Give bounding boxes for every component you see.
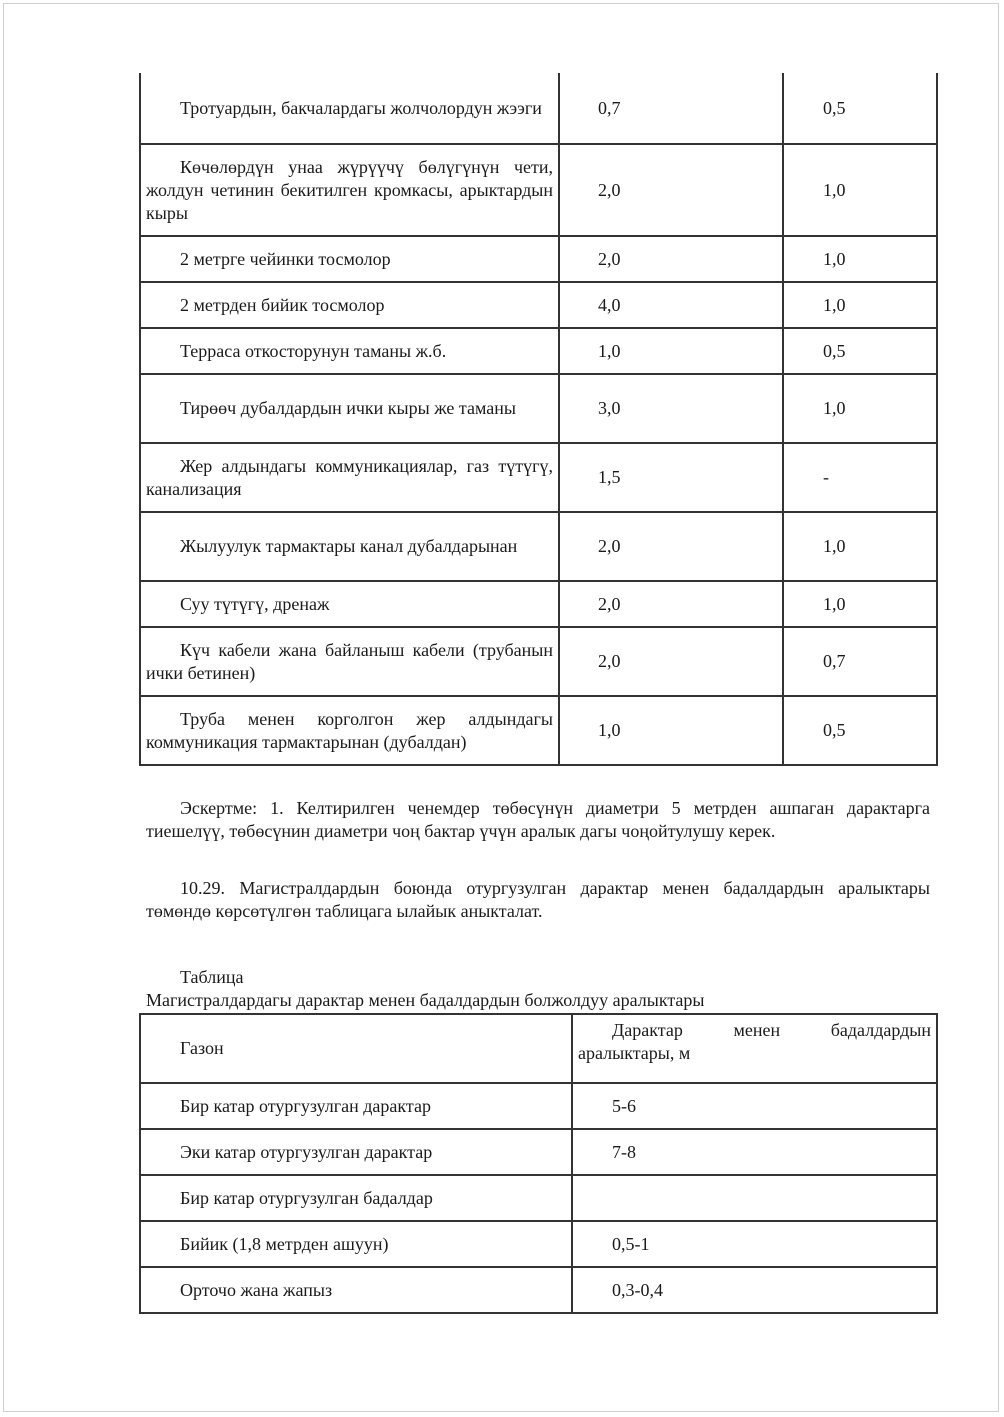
tree-distance: 3,0 — [559, 374, 783, 443]
shrub-distance: - — [783, 443, 937, 512]
table-label: Таблица — [180, 967, 244, 987]
shrub-distance: 1,0 — [783, 512, 937, 581]
object-name: Тирөөч дубалдардын ички кыры же таманы — [140, 374, 559, 443]
tree-distance: 2,0 — [559, 581, 783, 627]
table-row — [140, 627, 937, 696]
object-name: Труба менен корголгон жер алдындагы коммуникация тармактарынан (дубалдан) — [140, 696, 559, 765]
table-row — [140, 1221, 937, 1267]
planting-type: Бийик (1,8 метрден ашуун) — [140, 1221, 572, 1267]
header-spacing: Дарактар менен бадалдардын аралыктары, м — [572, 1014, 937, 1083]
table-row — [140, 73, 937, 144]
note-paragraph: Эскертме: 1. Келтирилген ченемдер төбөсүнүн диаметри 5 метрден ашпаган дарактарга тиешелүү, төбөсүнин диаметри чоң бактар үчүн аралык дагы чоңойтулушу керек. — [146, 798, 930, 841]
header-lawn: Газон — [140, 1014, 572, 1083]
shrub-distance: 1,0 — [783, 374, 937, 443]
table-row — [140, 581, 937, 627]
planting-type: Бир катар отургузулган дарактар — [140, 1083, 572, 1129]
object-name: 2 метрге чейинки тосмолор — [140, 236, 559, 282]
tree-distance: 1,0 — [559, 696, 783, 765]
tree-distance: 2,0 — [559, 627, 783, 696]
tree-distance: 1,0 — [559, 328, 783, 374]
object-name: Терраса откосторунун таманы ж.б. — [140, 328, 559, 374]
shrub-distance: 0,5 — [783, 328, 937, 374]
table-row — [140, 1175, 937, 1221]
spacing-value: 0,3-0,4 — [572, 1267, 937, 1313]
object-name: Көчөлөрдүн унаа жүрүүчү бөлүгүнүн чети, жолдун четинин бекитилген кромкасы, арыктардын кыры — [140, 144, 559, 236]
spacing-table — [139, 1013, 938, 1314]
planting-type: Бир катар отургузулган бадалдар — [140, 1175, 572, 1221]
object-name: Жылуулук тармактары канал дубалдарынан — [140, 512, 559, 581]
shrub-distance: 0,7 — [783, 627, 937, 696]
table-header-row — [140, 1014, 937, 1083]
object-name: Жер алдындагы коммуникациялар, газ түтүгү, канализация — [140, 443, 559, 512]
tree-distance: 2,0 — [559, 144, 783, 236]
table-row — [140, 1129, 937, 1175]
object-name: Күч кабели жана байланыш кабели (трубанын ички бетинен) — [140, 627, 559, 696]
table-row — [140, 144, 937, 236]
object-name: Суу түтүгү, дренаж — [140, 581, 559, 627]
table-title: Магистралдардагы дарактар менен бадалдардын болжолдуу аралыктары — [146, 990, 705, 1010]
table-row — [140, 236, 937, 282]
spacing-value — [572, 1175, 937, 1221]
object-name: Тротуардын, бакчалардагы жолчолордун жээги — [140, 73, 559, 144]
tree-distance: 2,0 — [559, 236, 783, 282]
spacing-value: 7-8 — [572, 1129, 937, 1175]
table-row — [140, 282, 937, 328]
planting-type: Орточо жана жапыз — [140, 1267, 572, 1313]
shrub-distance: 1,0 — [783, 144, 937, 236]
table-row — [140, 1267, 937, 1313]
object-name: 2 метрден бийик тосмолор — [140, 282, 559, 328]
shrub-distance: 0,5 — [783, 696, 937, 765]
tree-distance: 2,0 — [559, 512, 783, 581]
spacing-value: 5-6 — [572, 1083, 937, 1129]
planting-type: Эки катар отургузулган дарактар — [140, 1129, 572, 1175]
table-row — [140, 1083, 937, 1129]
shrub-distance: 1,0 — [783, 581, 937, 627]
table-row — [140, 443, 937, 512]
shrub-distance: 1,0 — [783, 282, 937, 328]
shrub-distance: 0,5 — [783, 73, 937, 144]
tree-distance: 4,0 — [559, 282, 783, 328]
table-row — [140, 374, 937, 443]
shrub-distance: 1,0 — [783, 236, 937, 282]
distance-table — [139, 73, 938, 766]
section-paragraph: 10.29. Магистралдардын боюнда отургузулган дарактар менен бадалдардын аралыктары төмөндө көрсөтүлгөн таблицага ылайык аныкталат. — [146, 878, 930, 921]
table-row — [140, 328, 937, 374]
table-row — [140, 512, 937, 581]
spacing-value: 0,5-1 — [572, 1221, 937, 1267]
tree-distance: 0,7 — [559, 73, 783, 144]
table-row — [140, 696, 937, 765]
tree-distance: 1,5 — [559, 443, 783, 512]
